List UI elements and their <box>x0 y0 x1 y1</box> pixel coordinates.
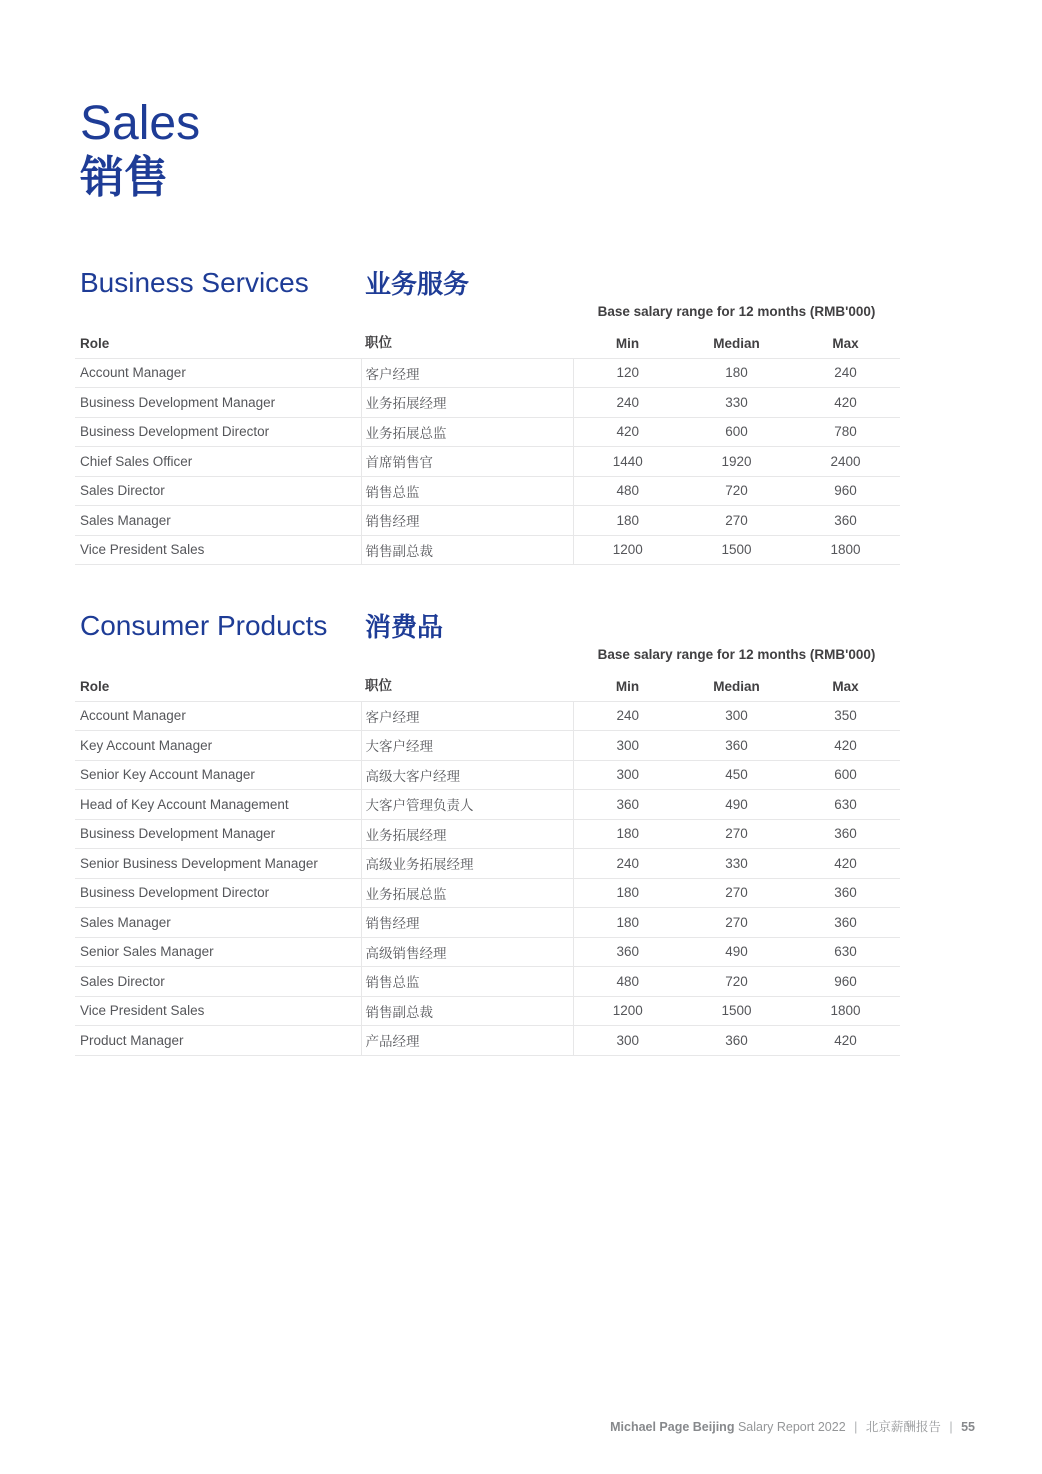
cell-role-en: Chief Sales Officer <box>75 447 361 477</box>
section-title-en: Business Services <box>80 267 309 298</box>
table-header-row <box>75 673 900 701</box>
col-header-median: Median <box>682 673 791 701</box>
cell-role-zh: 大客户管理负责人 <box>361 790 573 820</box>
table-row <box>75 506 900 536</box>
cell-median: 720 <box>682 967 791 997</box>
cell-role-zh: 客户经理 <box>361 358 573 388</box>
table-row <box>75 849 900 879</box>
cell-median: 300 <box>682 701 791 731</box>
section-business-services <box>75 268 900 568</box>
col-header-min: Min <box>573 673 682 701</box>
cell-role-zh: 大客户经理 <box>361 731 573 761</box>
cell-median: 1500 <box>682 535 791 565</box>
table-row <box>75 535 900 565</box>
cell-max: 2400 <box>791 447 900 477</box>
table-row <box>75 790 900 820</box>
footer-report: Salary Report 2022 <box>737 1420 846 1434</box>
cell-role-zh: 业务拓展经理 <box>361 388 573 418</box>
cell-max: 780 <box>791 417 900 447</box>
table-row <box>75 937 900 967</box>
cell-min: 1200 <box>573 535 682 565</box>
salary-range-label: Base salary range for 12 months (RMB'000) <box>597 304 876 319</box>
cell-role-en: Sales Manager <box>75 908 361 938</box>
col-header-min: Min <box>573 330 682 358</box>
cell-max: 360 <box>791 908 900 938</box>
cell-min: 300 <box>573 760 682 790</box>
cell-role-zh: 业务拓展经理 <box>361 819 573 849</box>
cell-max: 630 <box>791 790 900 820</box>
cell-max: 420 <box>791 849 900 879</box>
table-row <box>75 731 900 761</box>
cell-median: 450 <box>682 760 791 790</box>
cell-max: 360 <box>791 506 900 536</box>
cell-max: 1800 <box>791 535 900 565</box>
cell-role-zh: 销售总监 <box>361 967 573 997</box>
cell-max: 240 <box>791 358 900 388</box>
cell-role-en: Business Development Director <box>75 878 361 908</box>
col-header-role-en: Role <box>75 330 361 358</box>
cell-role-en: Business Development Director <box>75 417 361 447</box>
table-row <box>75 967 900 997</box>
cell-min: 180 <box>573 506 682 536</box>
cell-role-en: Senior Business Development Manager <box>75 849 361 879</box>
cell-role-en: Account Manager <box>75 358 361 388</box>
cell-median: 330 <box>682 388 791 418</box>
cell-role-en: Account Manager <box>75 701 361 731</box>
cell-min: 180 <box>573 819 682 849</box>
salary-table-consumer-products <box>75 673 900 1056</box>
table-row <box>75 358 900 388</box>
cell-min: 240 <box>573 849 682 879</box>
cell-max: 420 <box>791 388 900 418</box>
salary-table-business-services <box>75 330 900 565</box>
cell-max: 420 <box>791 1026 900 1056</box>
cell-role-en: Product Manager <box>75 1026 361 1056</box>
table-row <box>75 388 900 418</box>
cell-median: 1500 <box>682 996 791 1026</box>
cell-role-en: Sales Manager <box>75 506 361 536</box>
col-header-max: Max <box>791 330 900 358</box>
cell-min: 120 <box>573 358 682 388</box>
cell-median: 270 <box>682 506 791 536</box>
cell-role-en: Business Development Manager <box>75 819 361 849</box>
table-row <box>75 760 900 790</box>
table-row <box>75 701 900 731</box>
table-row <box>75 1026 900 1056</box>
page-title-zh: 销售 <box>80 153 168 202</box>
section-consumer-products <box>75 611 900 1059</box>
col-header-median: Median <box>682 330 791 358</box>
col-header-role-zh: 职位 <box>361 330 573 358</box>
cell-role-en: Key Account Manager <box>75 731 361 761</box>
cell-min: 300 <box>573 1026 682 1056</box>
cell-role-zh: 业务拓展总监 <box>361 417 573 447</box>
section-heading <box>75 611 900 641</box>
cell-median: 360 <box>682 731 791 761</box>
cell-max: 360 <box>791 878 900 908</box>
cell-median: 270 <box>682 908 791 938</box>
cell-min: 360 <box>573 790 682 820</box>
col-header-role-en: Role <box>75 673 361 701</box>
cell-max: 420 <box>791 731 900 761</box>
cell-min: 240 <box>573 388 682 418</box>
col-header-role-zh: 职位 <box>361 673 573 701</box>
cell-min: 240 <box>573 701 682 731</box>
cell-role-zh: 销售经理 <box>361 506 573 536</box>
cell-role-zh: 销售副总裁 <box>361 996 573 1026</box>
table-row <box>75 447 900 477</box>
cell-median: 180 <box>682 358 791 388</box>
page-title-en: Sales <box>80 97 201 150</box>
cell-median: 600 <box>682 417 791 447</box>
cell-min: 1440 <box>573 447 682 477</box>
cell-median: 270 <box>682 878 791 908</box>
cell-role-zh: 销售副总裁 <box>361 535 573 565</box>
cell-max: 600 <box>791 760 900 790</box>
section-title-en: Consumer Products <box>80 610 328 641</box>
footer-page-number: 55 <box>961 1420 975 1434</box>
table-row <box>75 996 900 1026</box>
cell-role-en: Head of Key Account Management <box>75 790 361 820</box>
cell-max: 630 <box>791 937 900 967</box>
cell-role-en: Senior Sales Manager <box>75 937 361 967</box>
cell-min: 180 <box>573 878 682 908</box>
cell-role-en: Vice President Sales <box>75 535 361 565</box>
cell-role-en: Business Development Manager <box>75 388 361 418</box>
cell-max: 960 <box>791 476 900 506</box>
cell-min: 480 <box>573 967 682 997</box>
cell-max: 1800 <box>791 996 900 1026</box>
salary-range-label: Base salary range for 12 months (RMB'000) <box>597 647 876 662</box>
section-title-zh: 业务服务 <box>365 269 470 299</box>
table-row <box>75 476 900 506</box>
col-header-max: Max <box>791 673 900 701</box>
footer-separator: | <box>949 1420 953 1434</box>
cell-role-zh: 业务拓展总监 <box>361 878 573 908</box>
cell-role-en: Senior Key Account Manager <box>75 760 361 790</box>
cell-min: 360 <box>573 937 682 967</box>
page-footer <box>610 1417 975 1435</box>
cell-role-zh: 客户经理 <box>361 701 573 731</box>
cell-role-zh: 销售总监 <box>361 476 573 506</box>
cell-median: 360 <box>682 1026 791 1056</box>
cell-median: 490 <box>682 937 791 967</box>
table-row <box>75 417 900 447</box>
cell-role-en: Vice President Sales <box>75 996 361 1026</box>
cell-min: 180 <box>573 908 682 938</box>
cell-role-zh: 高级业务拓展经理 <box>361 849 573 879</box>
cell-role-en: Sales Director <box>75 476 361 506</box>
footer-brand: Michael Page Beijing <box>610 1420 735 1434</box>
cell-role-zh: 产品经理 <box>361 1026 573 1056</box>
cell-max: 960 <box>791 967 900 997</box>
footer-report-zh: 北京薪酬报告 <box>865 1420 941 1434</box>
cell-role-zh: 高级大客户经理 <box>361 760 573 790</box>
cell-min: 480 <box>573 476 682 506</box>
cell-max: 360 <box>791 819 900 849</box>
section-heading <box>75 268 900 298</box>
section-title-zh: 消费品 <box>365 612 444 642</box>
cell-min: 420 <box>573 417 682 447</box>
table-row <box>75 908 900 938</box>
cell-min: 300 <box>573 731 682 761</box>
table-row <box>75 878 900 908</box>
cell-max: 350 <box>791 701 900 731</box>
cell-role-zh: 首席销售官 <box>361 447 573 477</box>
table-header-row <box>75 330 900 358</box>
cell-min: 1200 <box>573 996 682 1026</box>
cell-median: 490 <box>682 790 791 820</box>
cell-role-zh: 销售经理 <box>361 908 573 938</box>
cell-role-zh: 高级销售经理 <box>361 937 573 967</box>
footer-separator: | <box>854 1420 858 1434</box>
cell-role-en: Sales Director <box>75 967 361 997</box>
cell-median: 1920 <box>682 447 791 477</box>
cell-median: 720 <box>682 476 791 506</box>
cell-median: 330 <box>682 849 791 879</box>
cell-median: 270 <box>682 819 791 849</box>
table-row <box>75 819 900 849</box>
